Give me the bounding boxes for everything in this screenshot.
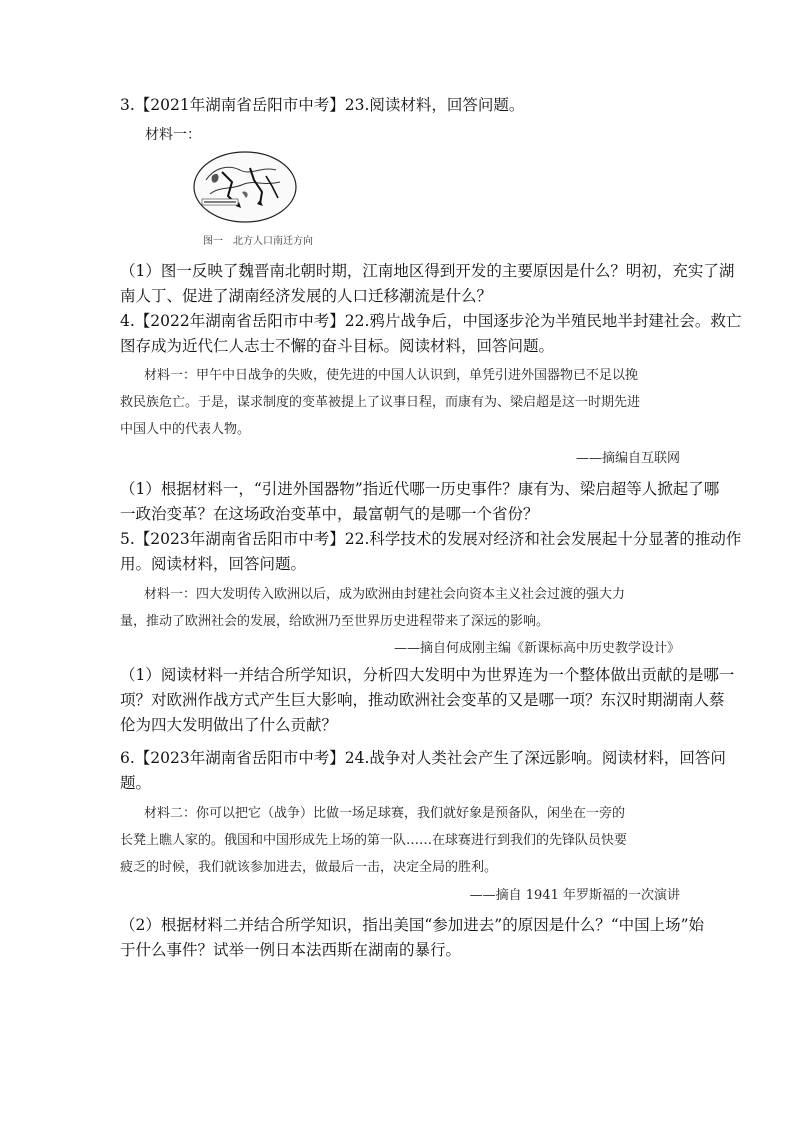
- question-4-source: ——摘编自互联网: [575, 451, 680, 466]
- question-3-sub1-line2: 南人丁、促进了湖南经济发展的人口迁移潮流是什么？: [120, 287, 493, 305]
- question-3-material-label: 材料一：: [145, 127, 201, 143]
- question-4-material-line2: 救民族危亡。于是，谋求制度的变革被提上了议事日程，而康有为、梁启超是这一时期先进: [120, 395, 641, 410]
- question-4-material-line1: 材料一：甲午中日战争的失败，使先进的中国人认识到，单凭引进外国器物已不足以挽: [144, 368, 639, 383]
- figure-caption: 图一 北方人口南迁方向: [203, 236, 313, 247]
- question-5-sub1-line2: 项？对欧洲作战方式产生巨大影响，推动欧洲社会变革的又是哪一项？东汉时期湖南人蔡: [120, 691, 725, 709]
- question-5-sub1-line1: （1）阅读材料一并结合所学知识，分析四大发明中为世界连为一个整体做出贡献的是哪一: [120, 666, 735, 684]
- question-6-sub2-line1: （2）根据材料二并结合所学知识，指出美国“参加进去”的原因是什么？“中国上场”始: [120, 916, 705, 934]
- question-3-sub1-line1: （1）图一反映了魏晋南北朝时期，江南地区得到开发的主要原因是什么？明初，充实了湖: [120, 262, 735, 280]
- question-6-heading-line2: 题。: [120, 774, 152, 792]
- question-4-sub1-line2: 一政治变革？在这场政治变革中，最富朝气的是哪一个省份？: [120, 505, 539, 523]
- question-4-material-line3: 中国人中的代表人物。: [120, 422, 251, 437]
- migration-map-figure: [192, 150, 298, 224]
- question-5-sub1-line3: 伦为四大发明做出了什么贡献？: [120, 716, 338, 734]
- question-5-heading-line1: 5.【2023年湖南省岳阳市中考】22.科学技术的发展对经济和社会发展起十分显著的推动作: [120, 530, 742, 548]
- question-4-heading-line2: 图存成为近代仁人志士不懈的奋斗目标。阅读材料，回答问题。: [120, 337, 555, 355]
- question-4-sub1-line1: （1）根据材料一，“引进外国器物”指近代哪一历史事件？康有为、梁启超等人掀起了哪: [120, 480, 720, 498]
- question-5-source: ——摘自何成刚主编《新课标高中历史教学设计》: [393, 641, 680, 656]
- question-6-source: ——摘自 1941 年罗斯福的一次演讲: [469, 888, 680, 903]
- question-5-material-line1: 材料一：四大发明传入欧洲以后，成为欧洲由封建社会向资本主义社会过渡的强大力: [144, 587, 626, 602]
- question-5-heading-line2: 用。阅读材料，回答问题。: [120, 555, 307, 573]
- question-6-sub2-line2: 于什么事件？试举一例日本法西斯在湖南的暴行。: [120, 941, 462, 959]
- question-6-material-line2: 长凳上瞧人家的。俄国和中国形成先上场的第一队……在球赛进行到我们的先锋队员快要: [120, 833, 628, 848]
- question-6-heading-line1: 6.【2023年湖南省岳阳市中考】24.战争对人类社会产生了深远影响。阅读材料，回答问: [120, 749, 726, 767]
- question-6-material-line3: 疲乏的时候，我们就该参加进去，做最后一击，决定全局的胜利。: [120, 860, 498, 875]
- question-3-heading: 3.【2021年湖南省岳阳市中考】23.阅读材料，回答问题。: [120, 96, 525, 114]
- question-4-heading-line1: 4.【2022年湖南省岳阳市中考】22.鸦片战争后，中国逐步沦为半殖民地半封建社会。救亡: [120, 312, 742, 330]
- question-6-material-line1: 材料二：你可以把它（战争）比做一场足球赛，我们就好象是预备队，闲坐在一旁的: [144, 806, 626, 821]
- question-5-material-line2: 量，推动了欧洲社会的发展，给欧洲乃至世界历史进程带来了深远的影响。: [120, 614, 550, 629]
